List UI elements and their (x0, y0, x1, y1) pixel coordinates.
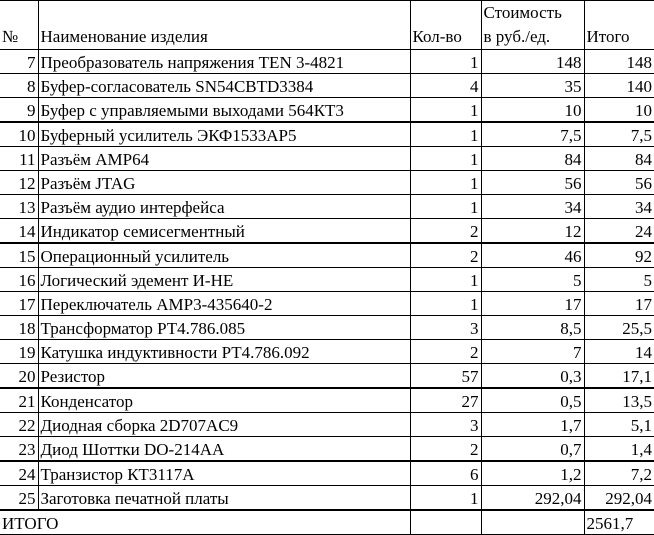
row-name-cell: Разъём аудио интерфейса (38, 195, 410, 219)
table-row (0, 243, 654, 268)
total-qty-empty (410, 510, 481, 535)
row-no-cell: 13 (0, 195, 38, 219)
row-total-cell: 84 (584, 147, 654, 171)
row-qty-cell: 1 (410, 292, 481, 316)
row-total-cell: 1,4 (584, 437, 654, 462)
row-qty-cell: 1 (410, 50, 481, 74)
row-total-cell: 25,5 (584, 316, 654, 340)
row-total-cell: 17 (584, 292, 654, 316)
table-row (0, 98, 654, 123)
table-row (0, 461, 654, 486)
row-qty-cell: 3 (410, 413, 481, 437)
row-price-cell: 1,7 (481, 413, 584, 437)
row-qty-cell: 57 (410, 364, 481, 389)
table-row (0, 122, 654, 147)
row-qty-cell: 2 (410, 340, 481, 364)
row-no-cell: 18 (0, 316, 38, 340)
row-price-cell: 7,5 (481, 122, 584, 147)
row-no-cell: 17 (0, 292, 38, 316)
row-name-cell: Резистор (38, 364, 410, 389)
row-total-cell: 140 (584, 74, 654, 98)
table-row (0, 50, 654, 74)
row-price-cell: 56 (481, 171, 584, 195)
row-name-cell: Буферный усилитель ЭКФ1533АР5 (38, 122, 410, 147)
table-row (0, 171, 654, 195)
row-no-cell: 23 (0, 437, 38, 462)
row-qty-cell: 2 (410, 243, 481, 268)
row-qty-cell: 1 (410, 171, 481, 195)
row-total-cell: 14 (584, 340, 654, 364)
header-no: № (0, 1, 38, 50)
table-row (0, 413, 654, 437)
table-row (0, 268, 654, 292)
row-price-cell: 10 (481, 98, 584, 123)
row-total-cell: 5,1 (584, 413, 654, 437)
row-price-cell: 5 (481, 268, 584, 292)
row-total-cell: 7,5 (584, 122, 654, 147)
header-price-line2: в руб./ед. (483, 27, 551, 46)
row-qty-cell: 1 (410, 268, 481, 292)
row-no-cell: 16 (0, 268, 38, 292)
row-total-cell: 7,2 (584, 461, 654, 486)
row-total-cell: 17,1 (584, 364, 654, 389)
row-name-cell: Конденсатор (38, 388, 410, 413)
table-row (0, 486, 654, 511)
header-name: Наименование изделия (38, 1, 410, 50)
row-price-cell: 1,2 (481, 461, 584, 486)
row-price-cell: 0,3 (481, 364, 584, 389)
table-row (0, 437, 654, 462)
grand-total-value: 2561,7 (584, 510, 654, 535)
header-price (481, 1, 584, 50)
row-qty-cell: 1 (410, 122, 481, 147)
row-qty-cell: 1 (410, 486, 481, 511)
row-total-cell: 24 (584, 219, 654, 244)
row-no-cell: 14 (0, 219, 38, 244)
row-price-cell: 7 (481, 340, 584, 364)
row-name-cell: Заготовка печатной платы (38, 486, 410, 511)
row-qty-cell: 2 (410, 437, 481, 462)
header-total: Итого (584, 1, 654, 50)
table-row (0, 316, 654, 340)
row-no-cell: 11 (0, 147, 38, 171)
row-qty-cell: 3 (410, 316, 481, 340)
row-name-cell: Катушка индуктивности РТ4.786.092 (38, 340, 410, 364)
table-row (0, 388, 654, 413)
total-row (0, 510, 654, 535)
row-qty-cell: 1 (410, 195, 481, 219)
row-no-cell: 12 (0, 171, 38, 195)
row-name-cell: Диодная сборка 2D707AC9 (38, 413, 410, 437)
row-price-cell: 148 (481, 50, 584, 74)
total-price-empty (481, 510, 584, 535)
row-no-cell: 24 (0, 461, 38, 486)
row-name-cell: Индикатор семисегментный (38, 219, 410, 244)
row-no-cell: 9 (0, 98, 38, 123)
row-total-cell: 148 (584, 50, 654, 74)
table-row (0, 364, 654, 389)
row-name-cell: Диод Шоттки DO-214AA (38, 437, 410, 462)
row-price-cell: 35 (481, 74, 584, 98)
row-price-cell: 0,5 (481, 388, 584, 413)
row-total-cell: 56 (584, 171, 654, 195)
row-total-cell: 13,5 (584, 388, 654, 413)
row-name-cell: Разъём JTAG (38, 171, 410, 195)
header-qty: Кол-во (410, 1, 481, 50)
row-price-cell: 8,5 (481, 316, 584, 340)
row-no-cell: 10 (0, 122, 38, 147)
row-no-cell: 7 (0, 50, 38, 74)
row-qty-cell: 27 (410, 388, 481, 413)
table-row (0, 74, 654, 98)
table-row (0, 147, 654, 171)
row-price-cell: 292,04 (481, 486, 584, 511)
row-total-cell: 92 (584, 243, 654, 268)
row-qty-cell: 2 (410, 219, 481, 244)
row-total-cell: 10 (584, 98, 654, 123)
row-name-cell: Буфер с управляемыми выходами 564КТ3 (38, 98, 410, 123)
table-row (0, 219, 654, 244)
row-price-cell: 0,7 (481, 437, 584, 462)
row-total-cell: 5 (584, 268, 654, 292)
header-row (0, 1, 654, 50)
row-no-cell: 8 (0, 74, 38, 98)
row-qty-cell: 1 (410, 147, 481, 171)
row-qty-cell: 1 (410, 98, 481, 123)
row-name-cell: Трансформатор РТ4.786.085 (38, 316, 410, 340)
row-total-cell: 34 (584, 195, 654, 219)
row-total-cell: 292,04 (584, 486, 654, 511)
row-no-cell: 21 (0, 388, 38, 413)
header-price-line1: Стоимость (483, 3, 562, 22)
row-qty-cell: 4 (410, 74, 481, 98)
row-no-cell: 15 (0, 243, 38, 268)
row-name-cell: Операционный усилитель (38, 243, 410, 268)
table-row (0, 340, 654, 364)
total-label: ИТОГО (0, 510, 410, 535)
row-no-cell: 25 (0, 486, 38, 511)
row-qty-cell: 6 (410, 461, 481, 486)
row-price-cell: 84 (481, 147, 584, 171)
row-name-cell: Логический эдемент И-НЕ (38, 268, 410, 292)
row-no-cell: 19 (0, 340, 38, 364)
row-price-cell: 12 (481, 219, 584, 244)
row-name-cell: Буфер-согласователь SN54CBTD3384 (38, 74, 410, 98)
table-row (0, 292, 654, 316)
row-price-cell: 17 (481, 292, 584, 316)
row-name-cell: Переключатель AMP3-435640-2 (38, 292, 410, 316)
row-price-cell: 46 (481, 243, 584, 268)
row-price-cell: 34 (481, 195, 584, 219)
row-name-cell: Преобразователь напряжения TEN 3-4821 (38, 50, 410, 74)
row-name-cell: Разъём AMP64 (38, 147, 410, 171)
table-row (0, 195, 654, 219)
row-no-cell: 22 (0, 413, 38, 437)
row-no-cell: 20 (0, 364, 38, 389)
row-name-cell: Транзистор КТ3117А (38, 461, 410, 486)
